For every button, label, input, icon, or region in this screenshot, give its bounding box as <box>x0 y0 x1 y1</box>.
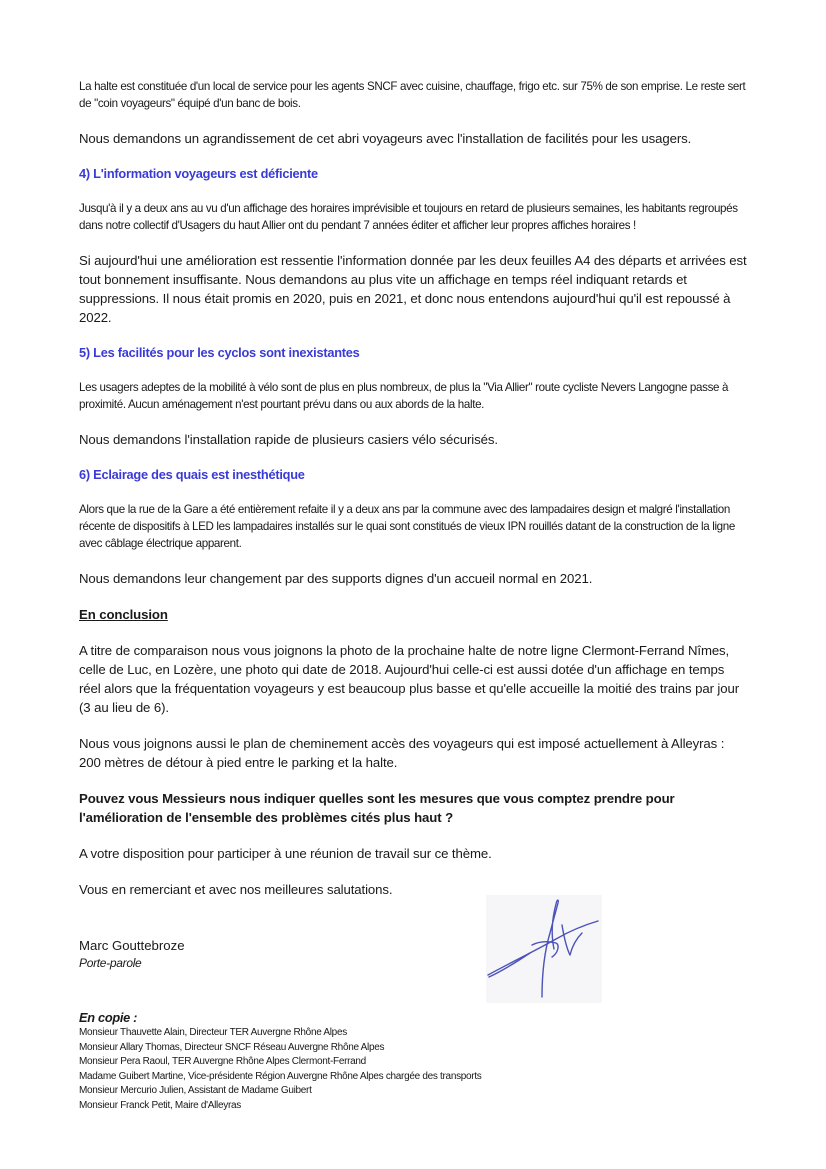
copy-recipient: Monsieur Thauvette Alain, Directeur TER Auvergne Rhône Alpes <box>79 1027 347 1038</box>
copy-recipient: Monsieur Allary Thomas, Directeur SNCF Réseau Auvergne Rhône Alpes <box>79 1041 385 1053</box>
conclusion-heading: En conclusion <box>79 607 168 622</box>
letter-page <box>79 78 749 1114</box>
copy-recipient: Monsieur Franck Petit, Maire d'Alleyras <box>79 1099 241 1111</box>
paragraph-agrandissement-request: Nous demandons un agrandissement de cet abri voyageurs avec l'installation de facilités pour les usagers. <box>79 131 692 146</box>
section-heading-cyclos: 5) Les facilités pour les cyclos sont inexistantes <box>79 345 360 360</box>
paragraph-salutations: Vous en remerciant et avec nos meilleures salutations. <box>79 882 393 897</box>
paragraph-question-mesures: Pouvez vous Messieurs nous indiquer quelles sont les mesures que vous comptez prendre pour l'amélioration de l'ensemble des problèmes cités plus haut ? <box>79 791 675 825</box>
handwritten-signature <box>486 895 602 1003</box>
copy-recipient: Monsieur Pera Raoul, TER Auvergne Rhône Alpes Clermont-Ferrand <box>79 1056 366 1068</box>
paragraph-plan-cheminement: Nous vous joignons aussi le plan de cheminement accès des voyageurs qui est imposé actuellement à Alleyras : 200 mètres de détour à pied entre le parking et la halte. <box>79 736 725 770</box>
copy-recipient: Monsieur Mercurio Julien, Assistant de Madame Guibert <box>79 1085 312 1097</box>
paragraph-cyclos-context: Les usagers adeptes de la mobilité à vélo sont de plus en plus nombreux, de plus la "Via Allier" route cycliste Nevers Langogne passe à proximité. Aucun aménagement n'est pourtant prévu dans ou aux abords de la halte. <box>79 381 729 411</box>
paragraph-affichage-request: Si aujourd'hui une amélioration est ressentie l'information donnée par les deux feuilles A4 des départs et arrivées est tout bonnement insuffisante. Nous demandons au plus vite un affichage en temps réel indiquant retards et suppressions. Il nous était promis en 2020, puis en 2021, et donc nous entendons aujourd'hui qu'il est repoussé à 2022. <box>79 253 747 325</box>
signature-scan-background <box>486 895 602 1003</box>
copies-list <box>79 1026 749 1114</box>
signatory-name: Marc Gouttebroze <box>79 938 185 953</box>
copies-title: En copie : <box>79 1010 138 1025</box>
paragraph-eclairage-request: Nous demandons leur changement par des supports dignes d'un accueil normal en 2021. <box>79 571 593 586</box>
signatory-role: Porte-parole <box>79 956 142 970</box>
paragraph-eclairage-context: Alors que la rue de la Gare a été entièrement refaite il y a deux ans par la commune avec des lampadaires design et malgré l'installation récente de dispositifs à LED les lampadaires installés sur le quai sont constitués de vieux IPN rouillés datant de la construction de la ligne avec câblage électrique apparent. <box>79 503 735 550</box>
paragraph-affichage-history: Jusqu'à il y a deux ans au vu d'un affichage des horaires imprévisible et toujours en retard de plusieurs semaines, les habitants regroupés dans notre collectif d'Usagers du haut Allier ont du pendant 7 années éditer et afficher leur propres affiches horaires ! <box>79 202 738 232</box>
paragraph-casiers-request: Nous demandons l'installation rapide de plusieurs casiers vélo sécurisés. <box>79 432 498 447</box>
paragraph-halte-description: La halte est constituée d'un local de service pour les agents SNCF avec cuisine, chauffage, frigo etc. sur 75% de son emprise. Le reste sert de "coin voyageurs" équipé d'un banc de bois. <box>79 80 746 110</box>
paragraph-comparaison-luc: A titre de comparaison nous vous joignons la photo de la prochaine halte de notre ligne Clermont-Ferrand Nîmes, celle de Luc, en Lozère, une photo qui date de 2018. Aujourd'hui celle-ci est aussi dotée d'un affichage en temps réel alors que la fréquentation voyageurs y est beaucoup plus basse et qu'elle accueille la moitié des trains par jour (3 au lieu de 6). <box>79 643 740 715</box>
section-heading-eclairage: 6) Eclairage des quais est inesthétique <box>79 467 305 482</box>
section-heading-information: 4) L'information voyageurs est déficiente <box>79 166 318 181</box>
paragraph-disposition: A votre disposition pour participer à une réunion de travail sur ce thème. <box>79 846 492 861</box>
copy-recipient: Madame Guibert Martine, Vice-présidente Région Auvergne Rhône Alpes chargée des transports <box>79 1070 482 1082</box>
